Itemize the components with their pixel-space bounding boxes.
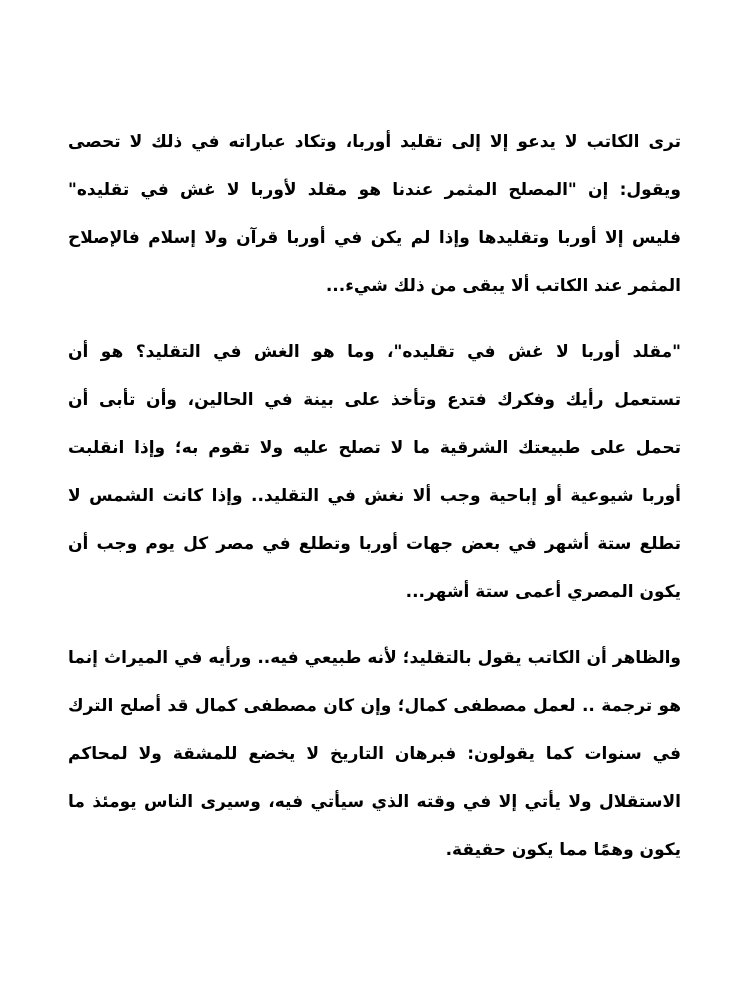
text-line: تستعمل رأيك وفكرك فتدع وتأخذ على بينة في الحالين، وأن تأبى أن — [68, 390, 681, 410]
paragraph — [68, 634, 681, 874]
text-line: والظاهر أن الكاتب يقول بالتقليد؛ لأنه طبيعي فيه.. ورأيه في الميراث إنما — [68, 648, 681, 668]
paragraph — [68, 118, 681, 310]
text-line: فليس إلا أوربا وتقليدها وإذا لم يكن في أوربا قرآن ولا إسلام فالإصلاح — [68, 228, 681, 248]
text-line: المثمر عند الكاتب ألا يبقى من ذلك شيء... — [325, 276, 681, 296]
text-line: ويقول: إن "المصلح المثمر عندنا هو مقلد لأوربا لا غش في تقليده" — [68, 180, 681, 200]
text-line: تحمل على طبيعتك الشرقية ما لا تصلح عليه ولا تقوم به؛ وإذا انقلبت — [68, 438, 681, 458]
paragraph — [68, 328, 681, 616]
text-line: "مقلد أوربا لا غش في تقليده"، وما هو الغش في التقليد؟ هو أن — [68, 342, 681, 362]
text-line: أوربا شيوعية أو إباحية وجب ألا نغش في التقليد.. وإذا كانت الشمس لا — [68, 486, 681, 506]
text-line: تطلع ستة أشهر في بعض جهات أوربا وتطلع في مصر كل يوم وجب أن — [68, 534, 681, 554]
text-line: الاستقلال ولا يأتي إلا في وقته الذي سيأتي فيه، وسيرى الناس يومئذ ما — [68, 792, 681, 812]
document-page — [68, 118, 681, 892]
text-line: هو ترجمة .. لعمل مصطفى كمال؛ وإن كان مصطفى كمال قد أصلح الترك — [68, 696, 681, 716]
text-line: يكون وهمًا مما يكون حقيقة. — [445, 840, 681, 860]
text-line: في سنوات كما يقولون: فبرهان التاريخ لا يخضع للمشقة ولا لمحاكم — [68, 744, 681, 764]
text-line: ترى الكاتب لا يدعو إلا إلى تقليد أوربا، وتكاد عباراته في ذلك لا تحصى — [68, 132, 681, 152]
text-line: يكون المصري أعمى ستة أشهر... — [405, 582, 681, 602]
